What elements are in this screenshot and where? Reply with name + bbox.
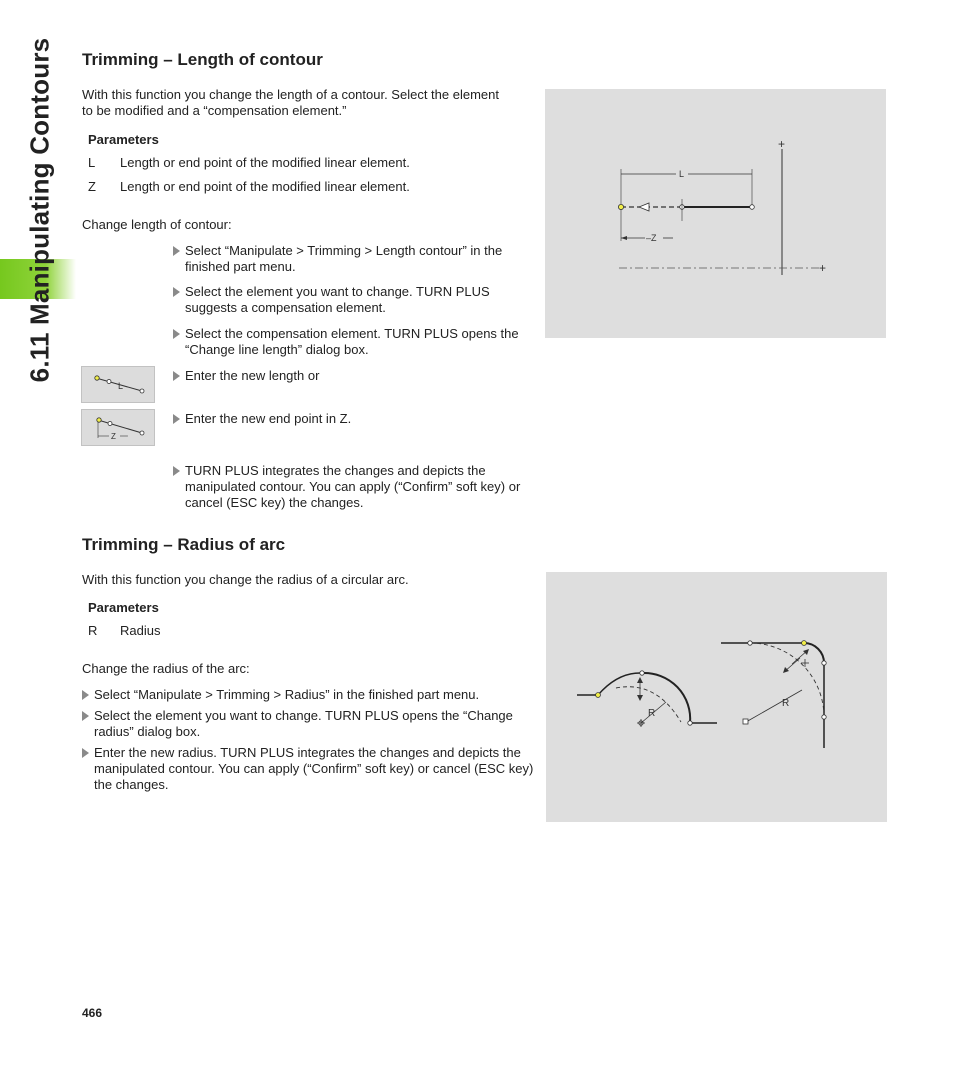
step-text: Enter the new radius. TURN PLUS integrates the changes and depicts the manipulated contour. You can apply (“Confirm” soft key) or cancel (ESC key) the changes. bbox=[94, 745, 534, 792]
dimension-label-z: –Z bbox=[646, 233, 657, 243]
param-desc-r: Radius bbox=[120, 623, 161, 638]
change-label-radius: Change the radius of the arc: bbox=[82, 661, 250, 676]
step-text: Enter the new length or bbox=[185, 368, 320, 383]
parameters-heading-length: Parameters bbox=[88, 132, 159, 147]
step-arrow-icon bbox=[82, 748, 89, 758]
step-item bbox=[173, 326, 537, 358]
step-arrow-icon bbox=[82, 690, 89, 700]
section-intro-length: With this function you change the length of a contour. Select the element to be modified and a “compensation element.” bbox=[82, 87, 499, 118]
length-soft-key-icon bbox=[81, 366, 155, 403]
step-item bbox=[82, 687, 540, 703]
step-item bbox=[82, 745, 540, 793]
chapter-side-title bbox=[4, 0, 76, 410]
chapter-title: 6.11 Manipulating Contours bbox=[24, 37, 55, 383]
step-arrow-icon bbox=[173, 371, 180, 381]
step-arrow-icon bbox=[173, 246, 180, 256]
endpoint-soft-key-icon bbox=[81, 409, 155, 446]
thumb-label-l: L bbox=[118, 381, 124, 391]
step-text: Select the compensation element. TURN PLUS opens the “Change line length” dialog box. bbox=[185, 326, 519, 357]
section-intro-radius: With this function you change the radius of a circular arc. bbox=[82, 572, 409, 587]
step-arrow-icon bbox=[173, 329, 180, 339]
step-item bbox=[173, 411, 535, 427]
step-text: Select “Manipulate > Trimming > Radius” in the finished part menu. bbox=[94, 687, 480, 702]
section-heading-radius: Trimming – Radius of arc bbox=[82, 535, 286, 554]
figure-length-of-contour bbox=[545, 89, 886, 338]
step-arrow-icon bbox=[173, 466, 180, 476]
change-label-length: Change length of contour: bbox=[82, 217, 232, 232]
dimension-label-l: L bbox=[679, 169, 685, 179]
parameters-heading-radius: Parameters bbox=[88, 600, 159, 615]
step-arrow-icon bbox=[173, 287, 180, 297]
step-arrow-icon bbox=[82, 711, 89, 721]
param-desc-z: Length or end point of the modified linear element. bbox=[120, 179, 410, 194]
figure-radius-of-arc bbox=[546, 572, 887, 822]
step-text: Select the element you want to change. TURN PLUS opens the “Change radius” dialog box. bbox=[94, 708, 513, 739]
radius-label-right: R bbox=[782, 698, 790, 709]
radius-label-left: R bbox=[648, 708, 656, 719]
step-text: Select the element you want to change. TURN PLUS suggests a compensation element. bbox=[185, 284, 490, 315]
param-desc-l: Length or end point of the modified linear element. bbox=[120, 155, 410, 170]
step-item bbox=[173, 284, 535, 316]
param-code-l: L bbox=[88, 155, 96, 170]
step-item bbox=[173, 243, 535, 275]
step-text: TURN PLUS integrates the changes and depicts the manipulated contour. You can apply (“Confirm” soft key) or cancel (ESC key) the changes. bbox=[185, 463, 521, 510]
thumb-label-z: Z bbox=[111, 432, 116, 441]
param-code-z: Z bbox=[88, 179, 96, 194]
step-arrow-icon bbox=[173, 414, 180, 424]
step-text: Select “Manipulate > Trimming > Length contour” in the finished part menu. bbox=[185, 243, 503, 274]
param-code-r: R bbox=[88, 623, 98, 638]
step-item bbox=[173, 463, 535, 511]
step-item bbox=[173, 368, 535, 384]
axis-plus-vertical: + bbox=[778, 137, 786, 151]
section-heading-length: Trimming – Length of contour bbox=[82, 50, 323, 69]
page-number: 466 bbox=[82, 1006, 103, 1020]
step-item bbox=[82, 708, 540, 740]
axis-plus-horizontal: + bbox=[819, 261, 827, 275]
step-text: Enter the new end point in Z. bbox=[185, 411, 352, 426]
